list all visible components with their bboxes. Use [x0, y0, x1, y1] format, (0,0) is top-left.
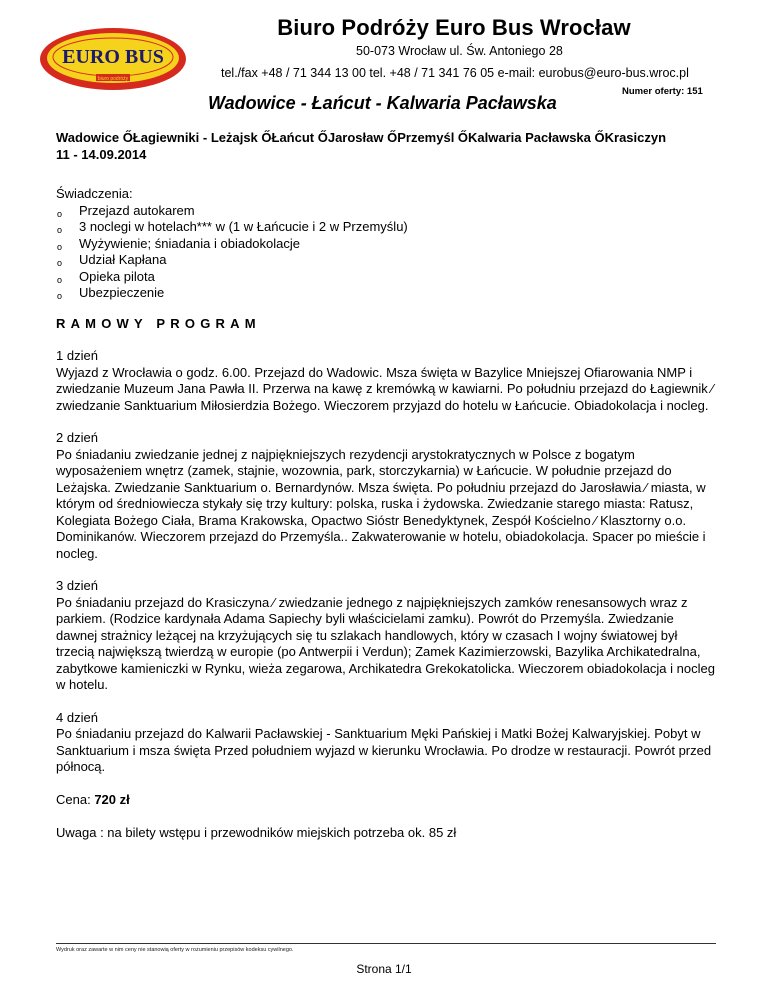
company-address: 50-073 Wrocław ul. Św. Antoniego 28 [356, 44, 563, 58]
list-item [56, 252, 716, 269]
program-heading: RAMOWY PROGRAM [56, 315, 261, 331]
list-item [56, 285, 716, 302]
service-text: Opieka pilota [79, 268, 155, 284]
company-contact: tel./fax +48 / 71 344 13 00 tel. +48 / 71 341 76 05 e-mail: eurobus@euro-bus.wroc.pl [221, 66, 689, 80]
company-title: Biuro Podróży Euro Bus Wrocław [277, 15, 631, 40]
program-day-3 [56, 578, 716, 694]
list-item [56, 203, 716, 220]
offer-number: Numer oferty: 151 [622, 86, 703, 97]
day-text: Po śniadaniu przejazd do Krasiczyna ⁄ zwiedzanie jednego z najpiękniejszych zamków renesansowych wraz z parkiem. (Rodzice kardynała Adama Sapiechy byli właścicielami zamku). Powrót do Przemyśla. Zwiedzanie dawnej strażnicy leżącej na krzyżujących się tu szlakach handlowych, który w czasach I wojny światowej był trzecią największą twierdzą w europie (po Antwerpii i Verdun); Zamek Kazimierzowski, Bazylika Archikatedralna, zabytkowe kamieniczki w Rynku, wieża zegarowa, Archikatedra Grekokatolicka. Wieczorem obiadokolacja i nocleg w hotelu. [56, 594, 715, 692]
day-text: Po śniadaniu zwiedzanie jednej z najpiękniejszych rezydencji arystokratycznych w Polsce z bogatym wyposażeniem wnętrz (zamek, stajnie, wozownia, park, storczykarnia) w Łańcucie. W południe przejazd do Leżajska. Zwiedzanie Sanktuarium o. Bernardynów. Msza święta. Po południu przejazd do Jarosławia ⁄ miasta, w którym od średniowiecza stykały się trzy kultury: polska, ruska i żydowska. Zwiedzanie starego miasta: Ratusz, Kolegiata Bożego Ciała, Brama Krakowska, Opactwo Sióstr Benedyktynek, Zespół Kościelno ⁄ Klasztorny o.o. Dominikanów. Wieczorem przejazd do Przemyśla.. Zakwaterowanie w hotelu, obiadokolacja. Spacer po mieście i nocleg. [56, 446, 706, 561]
services-list [56, 203, 716, 302]
bullet: o [57, 225, 63, 235]
list-item [56, 219, 716, 236]
services-heading: Świadczenia: [56, 186, 133, 201]
bullet: o [57, 258, 63, 268]
offer-content [56, 130, 716, 842]
day-text: Wyjazd z Wrocławia o godz. 6.00. Przejazd do Wadowic. Msza święta w Bazylice Mniejszej Ofiarowania NMP i zwiedzanie Muzeum Jana Pawła II. Przerwa na kawę z kremówką w kawiarni. Po południu przejazd do Łagiewnik ⁄ zwiedzanie Sanktuarium Miłosierdzia Bożego. Wieczorem przyjazd do hotelu w Łańcucie. Obiadokolacja i nocleg. [56, 364, 714, 413]
program-day-2 [56, 430, 716, 562]
day-title: 4 dzień [56, 709, 98, 725]
page-number: Strona 1/1 [356, 962, 412, 976]
list-item [56, 269, 716, 286]
price-label: Cena: [56, 791, 95, 807]
bullet: o [57, 291, 63, 301]
footer-divider [56, 943, 716, 944]
service-text: Wyżywienie; śniadania i obiadokolacje [79, 235, 301, 251]
price-value: 720 zł [94, 791, 130, 807]
service-text: 3 noclegi w hotelach*** w (1 w Łańcucie i 2 w Przemyślu) [79, 219, 408, 234]
service-text: Udział Kapłana [79, 252, 167, 267]
extra-cost-note: Uwaga : na bilety wstępu i przewodników miejskich potrzeba ok. 85 zł [56, 825, 457, 840]
day-text: Po śniadaniu przejazd do Kalwarii Pacławskiej - Sanktuarium Męki Pańskiej i Matki Bożej Kalwaryjskiej. Pobyt w Sanktuarium i msza święta Przed południem wyjazd w kierunku Wrocławia. Po drodze w restauracji. Powrót przed północą. [56, 726, 712, 774]
day-title: 2 dzień [56, 430, 98, 445]
route-text: Wadowice ŐŁagiewniki - Leżajsk ŐŁańcut ŐJarosław ŐPrzemyśl ŐKalwaria Pacławska ŐKrasiczyn [56, 130, 667, 145]
trip-dates: 11 - 14.09.2014 [56, 146, 147, 162]
trip-route [56, 130, 716, 163]
program-day-4 [56, 710, 716, 776]
service-text: Ubezpieczenie [79, 285, 165, 300]
bullet: o [57, 208, 63, 219]
logo-subtext: biuro podróży [97, 76, 129, 82]
program-day-1 [56, 348, 716, 414]
footer-disclaimer: Wydruk oraz zawarte w nim ceny nie stanowią oferty w rozumieniu przepisów kodeksu cywilnego. [56, 947, 294, 953]
list-item [56, 236, 716, 253]
bullet: o [57, 274, 63, 285]
day-title: 3 dzień [56, 578, 98, 593]
offer-title: Wadowice - Łańcut - Kalwaria Pacławska [208, 93, 557, 113]
price-line [56, 792, 716, 809]
day-title: 1 dzień [56, 348, 98, 363]
logo-text: EURO BUS [62, 46, 164, 68]
bullet: o [57, 241, 63, 252]
service-text: Przejazd autokarem [79, 202, 195, 218]
